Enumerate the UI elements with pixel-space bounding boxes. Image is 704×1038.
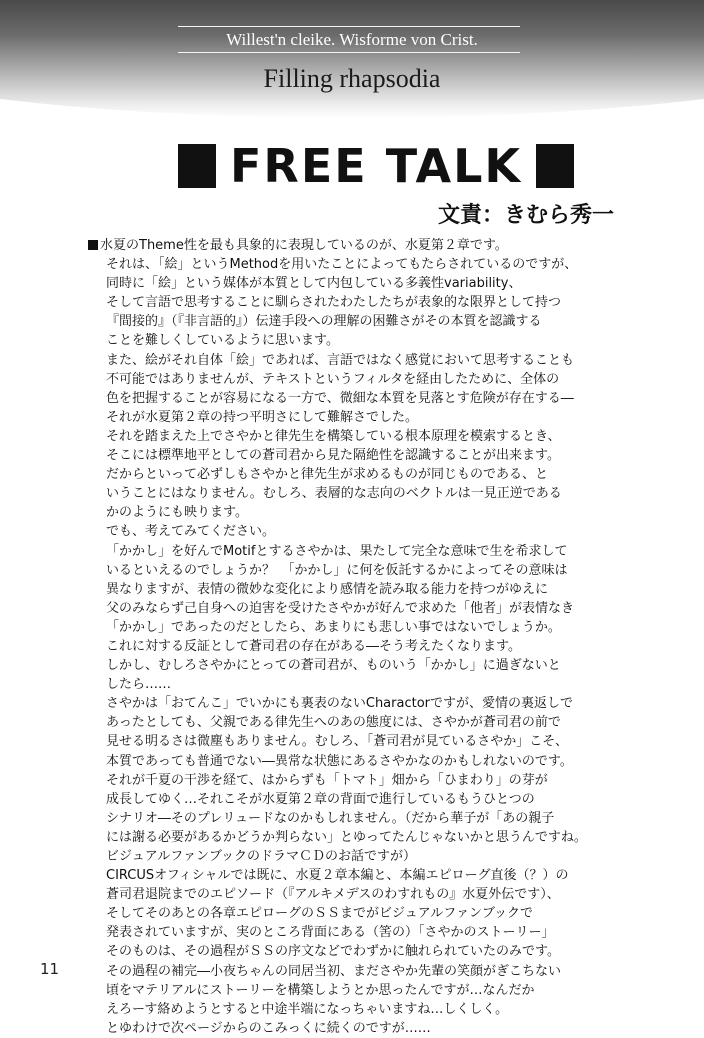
header-rule-bottom (178, 52, 520, 53)
essay-line: えろーす絡めようとすると中途半端になっちゃいますね…しくしく。 (106, 1001, 509, 1017)
essay-line: ことを難しくしているように思います。 (106, 333, 339, 349)
essay-line: 頃をマテリアルにストーリーを構築しようとか思ったんですが…なんだか (106, 982, 535, 998)
essay-line: だからといって必ずしもさやかと律先生が求めるものが同じものである、と (106, 467, 549, 483)
essay-line: そしてそのあとの各章エピローグのＳＳまでがビジュアルファンブックで (106, 906, 534, 922)
essay-line: ビジュアルファンブックのドラマＣＤのお話ですが） (106, 849, 417, 864)
essay-line: したら…… (106, 677, 172, 693)
essay-line: そこには標準地平としての蒼司君から見た隔絶性を認識することが出来ます。 (106, 448, 560, 464)
header-band (0, 0, 704, 118)
series-title: Willest'n cleike. Wisforme von Crist. (226, 30, 478, 49)
banner-title: FREE TALK (230, 139, 523, 193)
essay-line: 見せる明るさは微塵もありません。むしろ、「蒼司君が見ているさやか」こそ、 (106, 734, 569, 750)
essay-line: いるといえるのでしょうか？ 「かかし」に何を仮託するかによってその意味は (106, 562, 568, 578)
essay-line: 『間接的』（『非言語的』）伝達手段への理解の困難さがその本質を認識する (106, 314, 542, 330)
essay-line: そして言語で思考することに馴らされたわたしたちが表象的な限界として持つ (106, 295, 562, 311)
essay-line: あったとしても、父親である律先生へのあの態度には、さやかが蒼司君の前で (106, 715, 561, 731)
essay-line: 蒼司君退院までのエピソード（『アルキメデスのわすれもの』水夏外伝です）、 (106, 887, 560, 903)
essay-line: CIRCUSオフィシャルでは既に、水夏２章本編と、本編エピローグ直後（？）の (106, 868, 569, 884)
essay-line (88, 236, 648, 255)
essay-line: それは、「絵」というMethodを用いたことによってもたらされているのですが、 (106, 257, 578, 273)
essay-line: 異なりますが、表情の微妙な変化により感情を読み取る能力を持つがゆえに (106, 581, 549, 597)
bullet-square-icon (88, 240, 98, 250)
essay-line: とゆわけで次ページからのこみっくに続くのですが…… (106, 1020, 431, 1036)
essay-line: また、絵がそれ自体「絵」であれば、言語ではなく感覚において思考することも (106, 352, 575, 368)
essay-line: 不可能ではありませんが、テキストというフィルタを経由したために、全体の (106, 371, 560, 387)
page-number: 11 (40, 960, 60, 978)
banner-block-left (178, 144, 216, 188)
essay-line: それが千夏の干渉を経て、はからずも「トマト」畑から「ひまわり」の芽が (106, 772, 548, 788)
essay-line: には謝る必要があるかどうか判らない」とゆってたんじゃないかと思うんですね。 (106, 829, 587, 845)
essay-line: 父のみならず己自身への迫害を受けたさやかが好んで求めた「他者」が表情なき (106, 600, 575, 616)
essay-line: その過程の補完―小夜ちゃんの同居当初、まださやか先輩の笑顔がぎこちない (106, 963, 562, 979)
essay-line: 本質であっても普通でない―異常な状態にあるさやかなのかもしれないのです。 (106, 753, 573, 769)
page-subtitle: Filling rhapsodia (263, 64, 441, 93)
essay-line-text: 水夏のTheme性を最も具象的に表現しているのが、水夏第２章です。 (100, 238, 508, 253)
essay-line: そのものは、その過程がＳＳの序文などでわずかに触れられていたのみです。 (106, 944, 560, 960)
header-rule-top (178, 26, 520, 27)
essay-line: かのようにも映ります。 (106, 505, 248, 521)
essay-line: これに対する反証として蒼司君の存在がある―そう考えたくなります。 (106, 638, 521, 654)
essay-line: 「かかし」を好んでMotifとするさやかは、果たして完全な意味で生を希求して (106, 543, 568, 559)
essay-line: さやかは「おてんこ」でいかにも裏表のないCharactorですが、愛情の裏返しで (106, 696, 574, 712)
banner-block-right (536, 144, 574, 188)
essay-line: それが水夏第２章の持つ平明さにして難解さでした。 (106, 409, 419, 425)
essay-line: シナリオ―そのプレリュードなのかもしれません。（だから華子が「あの親子 (106, 810, 555, 826)
essay-line: 「かかし」であったのだとしたら、あまりにも悲しい事ではないでしょうか。 (106, 619, 561, 635)
essay-line: 発表されていますが、実のところ背面にある（筈の）「さやかのストーリー」 (106, 925, 555, 941)
essay-line: 成長してゆく…それこそが水夏第２章の背面で進行しているもうひとつの (106, 791, 535, 807)
essay-body (88, 236, 648, 1038)
essay-line: いうことにはなりません。むしろ、表層的な志向のベクトルは一見正逆である (106, 486, 562, 502)
essay-line: 同時に「絵」という媒体が本質として内包している多義性variability、 (106, 276, 522, 292)
essay-line: しかし、むしろさやかにとっての蒼司君が、ものいう「かかし」に過ぎないと (106, 658, 561, 674)
essay-line: でも、考えてみてください。 (106, 524, 276, 540)
essay-line: 色を把握することが容易になる一方で、微細な本質を見落とす危険が存在する― (106, 390, 574, 406)
essay-line: それを踏まえた上でさやかと律先生を構築している根本原理を模索するとき、 (106, 428, 561, 444)
author-credit: 文責：きむら秀一 (437, 203, 614, 228)
free-talk-banner (178, 140, 574, 192)
